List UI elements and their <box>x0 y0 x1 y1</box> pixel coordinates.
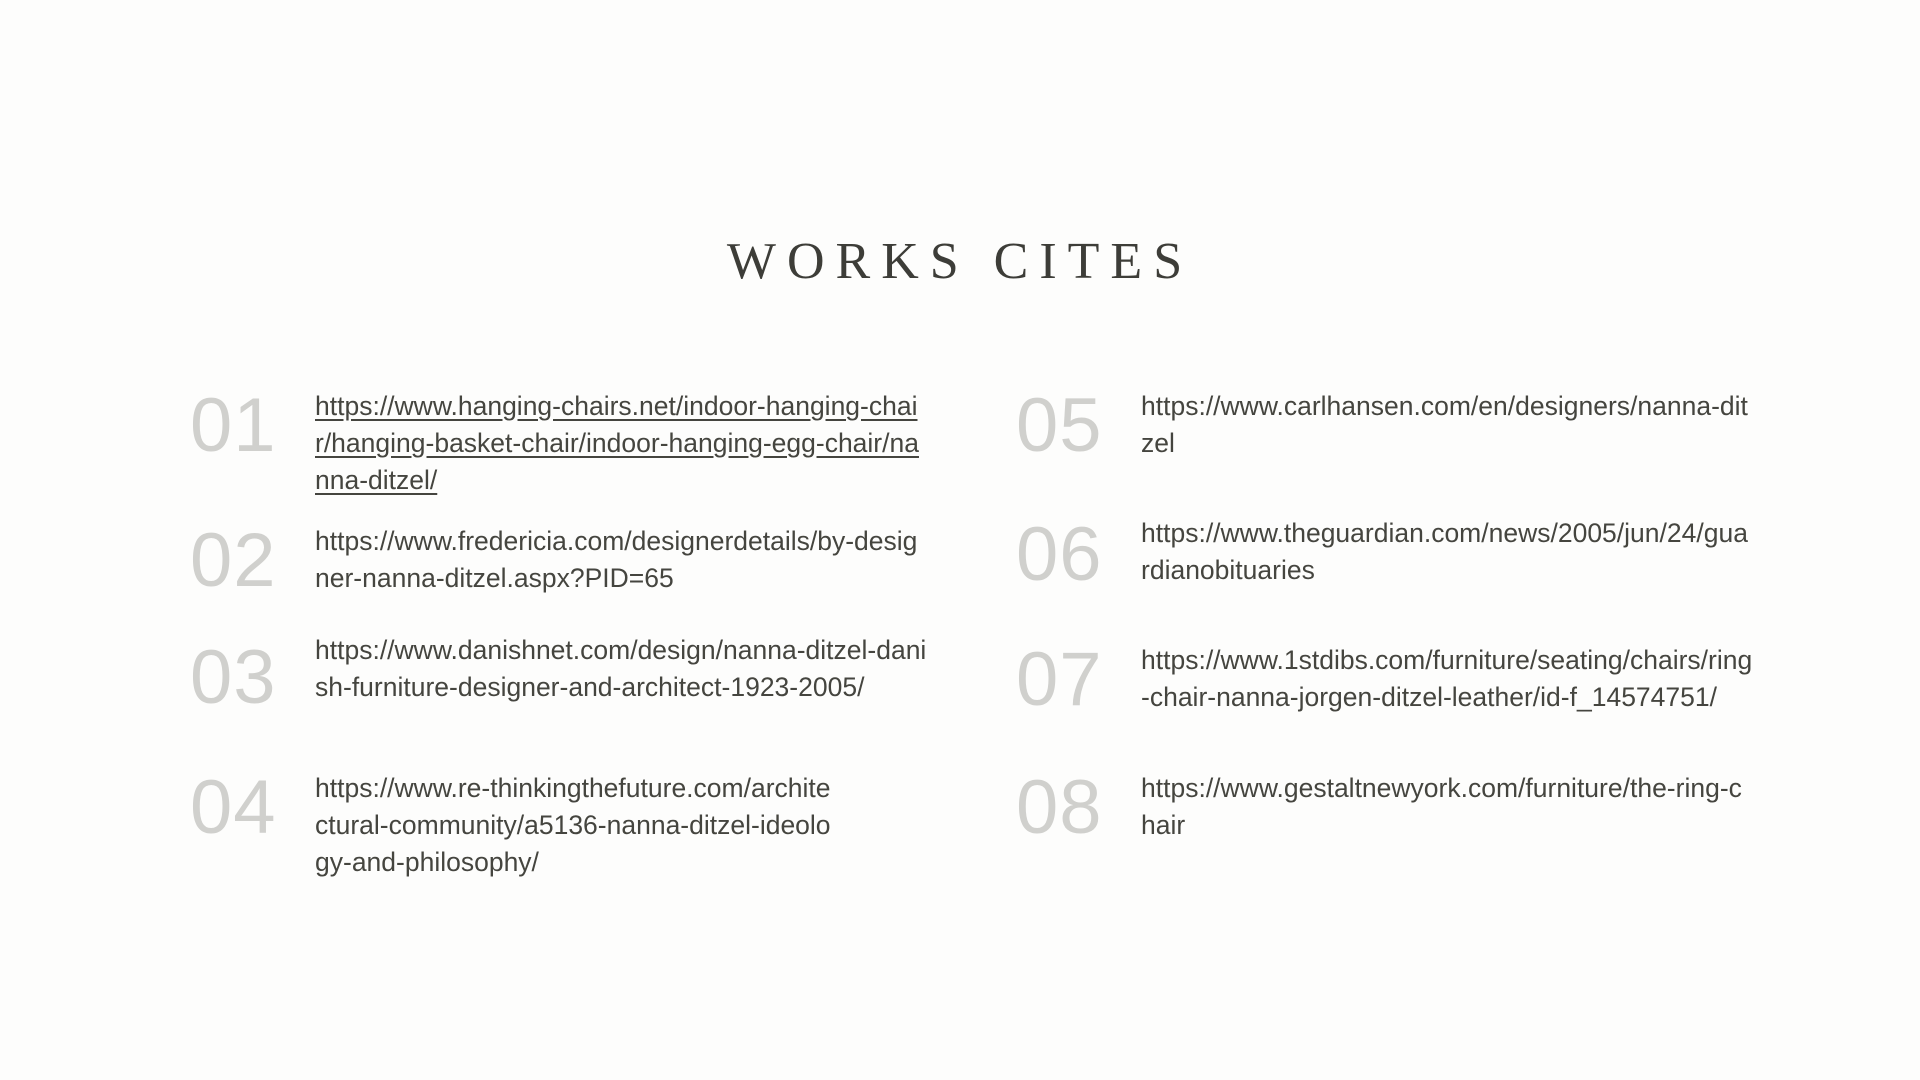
citation-url: https://www.danishnet.com/design/nanna-ditzel-danish-furniture-designer-and-architect-1923-2005/ <box>315 635 927 702</box>
citation-url: https://www.1stdibs.com/furniture/seating/chairs/ring-chair-nanna-jorgen-ditzel-leather/id-f_14574751/ <box>1141 645 1753 712</box>
citation-number: 02 <box>190 518 277 603</box>
citation-number: 04 <box>190 765 277 850</box>
citation-url: https://www.carlhansen.com/en/designers/nanna-ditzel <box>1141 391 1748 458</box>
citation-url: https://www.gestaltnewyork.com/furniture/the-ring-chair <box>1141 773 1742 840</box>
citation-number: 01 <box>190 383 277 468</box>
citation-number: 07 <box>1016 637 1103 722</box>
citation-number: 08 <box>1016 765 1103 850</box>
citation-link[interactable]: https://www.hanging-chairs.net/indoor-hanging-chair/hanging-basket-chair/indoor-hanging-egg-chair/nanna-ditzel/ <box>315 391 919 495</box>
citation-number: 06 <box>1016 512 1103 597</box>
page-title: WORKS CITES <box>726 233 1194 290</box>
citation-number: 03 <box>190 635 277 720</box>
citation-url: https://www.fredericia.com/designerdetails/by-designer-nanna-ditzel.aspx?PID=65 <box>315 526 918 593</box>
citation-number: 05 <box>1016 383 1103 468</box>
citation-url: https://www.re-thinkingthefuture.com/architectural-community/a5136-nanna-ditzel-ideology-and-philosophy/ <box>315 773 831 877</box>
citation-url: https://www.theguardian.com/news/2005/jun/24/guardianobituaries <box>1141 518 1748 585</box>
